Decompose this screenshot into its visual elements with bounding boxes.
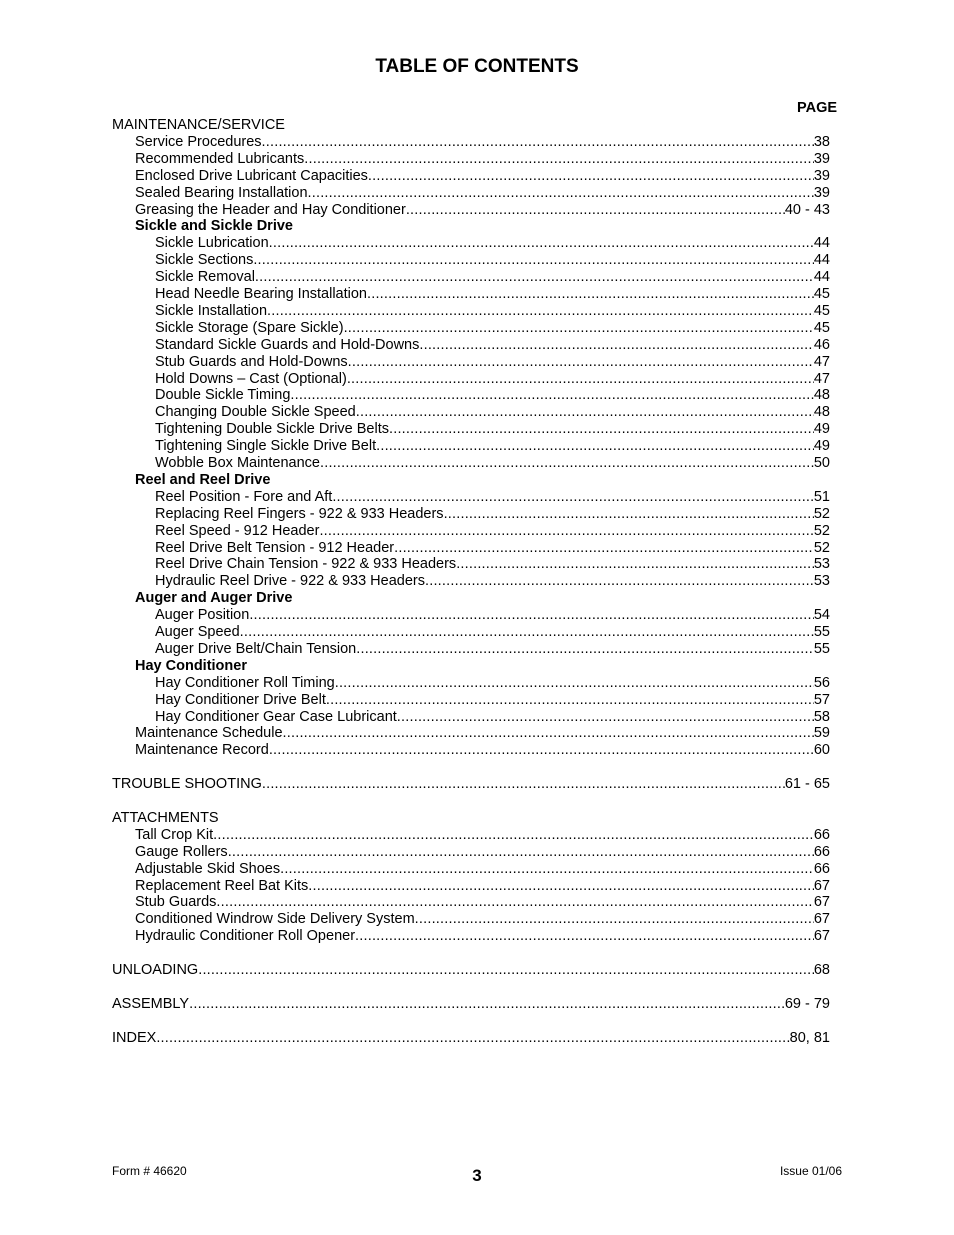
toc-entry-label: Enclosed Drive Lubricant Capacities — [135, 167, 368, 184]
toc-entry-page: 69 - 79 — [784, 995, 830, 1012]
page-column-header: PAGE — [797, 100, 838, 116]
toc-entry-page: 46 — [813, 336, 830, 353]
toc-entry-label: Stub Guards and Hold-Downs — [155, 353, 348, 370]
toc-spacer — [112, 979, 830, 996]
toc-leader-dots — [189, 996, 785, 1013]
toc-leader-dots — [267, 303, 814, 320]
toc-leader-dots — [389, 421, 814, 438]
toc-entry-label: Maintenance Record — [135, 742, 269, 759]
toc-entry — [135, 725, 830, 742]
toc-leader-dots — [269, 742, 814, 759]
toc-entry — [155, 371, 830, 388]
toc-entry-page: 40 - 43 — [784, 201, 830, 218]
toc-leader-dots — [249, 607, 814, 624]
toc-section-heading — [135, 658, 830, 675]
toc-leader-dots — [308, 878, 814, 895]
toc-entry-label: Conditioned Windrow Side Delivery System — [135, 911, 415, 928]
toc-leader-dots — [156, 1030, 789, 1047]
toc-entry-label: Replacing Reel Fingers - 922 & 933 Headers — [155, 505, 444, 522]
toc-entry-label: Replacement Reel Bat Kits — [135, 877, 309, 894]
toc-section-heading — [112, 117, 830, 134]
toc-entry — [155, 269, 830, 286]
toc-leader-dots — [198, 962, 814, 979]
toc-entry — [135, 151, 830, 168]
toc-leader-dots — [304, 151, 814, 168]
toc-entry — [155, 506, 830, 523]
toc-entry — [155, 303, 830, 320]
toc-entry — [155, 320, 830, 337]
toc-entry-label: Hay Conditioner Gear Case Lubricant — [155, 708, 397, 725]
toc-entry-page: 67 — [813, 877, 830, 894]
page-number: 3 — [472, 1166, 482, 1185]
toc-leader-dots — [425, 573, 814, 590]
toc-entry-label: Tall Crop Kit — [135, 826, 214, 843]
toc-entry-page: 66 — [813, 860, 830, 877]
toc-entry-label: Adjustable Skid Shoes — [135, 860, 281, 877]
toc-leader-dots — [255, 269, 814, 286]
toc-entry — [155, 438, 830, 455]
toc-entry-label: Hay Conditioner Roll Timing — [155, 674, 335, 691]
toc-spacer — [112, 759, 830, 776]
toc-entry-label: Reel Position - Fore and Aft — [155, 488, 333, 505]
toc-entry-label: Hay Conditioner — [135, 657, 247, 674]
toc-entry-page: 47 — [813, 353, 830, 370]
toc-entry — [112, 962, 830, 979]
toc-entry-page: 57 — [813, 691, 830, 708]
toc-entry — [155, 675, 830, 692]
toc-entry-label: Sickle Sections — [155, 252, 254, 269]
toc-entry-page: 53 — [813, 573, 830, 590]
toc-entry — [155, 641, 830, 658]
toc-entry-label: Gauge Rollers — [135, 843, 228, 860]
toc-leader-dots — [213, 827, 814, 844]
toc-entry-page: 52 — [813, 505, 830, 522]
toc-entry-label: Maintenance Schedule — [135, 725, 283, 742]
toc-entry-page: 45 — [813, 286, 830, 302]
toc-entry — [155, 421, 830, 438]
toc-entry — [112, 776, 830, 793]
toc-entry-page: 38 — [813, 133, 830, 150]
toc-leader-dots — [332, 489, 814, 506]
toc-entry-page: 45 — [813, 319, 830, 336]
toc-leader-dots — [394, 540, 814, 557]
toc-entry-label: Sickle Lubrication — [155, 235, 269, 252]
page-title: TABLE OF CONTENTS — [375, 56, 579, 77]
toc-entry-label: Wobble Box Maintenance — [155, 455, 320, 471]
toc-entry — [155, 489, 830, 506]
toc-entry-label: Hold Downs – Cast (Optional) — [155, 370, 347, 387]
toc-entry — [112, 996, 830, 1013]
toc-entry — [155, 354, 830, 371]
toc-leader-dots — [419, 337, 814, 354]
toc-entry — [155, 455, 830, 472]
toc-entry-page: 53 — [813, 556, 830, 573]
toc-leader-dots — [216, 894, 813, 911]
toc-leader-dots — [356, 404, 814, 421]
toc-section-heading — [135, 590, 830, 607]
toc-entry-page: 44 — [813, 269, 830, 286]
toc-leader-dots — [415, 911, 814, 928]
toc-leader-dots — [290, 387, 813, 404]
toc-leader-dots — [456, 556, 814, 573]
toc-entry-page: 67 — [813, 928, 830, 945]
toc-entry-label: Changing Double Sickle Speed — [155, 404, 356, 421]
toc-leader-dots — [280, 861, 814, 878]
toc-entry — [135, 894, 830, 911]
toc-entry-label: Recommended Lubricants — [135, 150, 305, 167]
toc-entry — [135, 168, 830, 185]
toc-leader-dots — [319, 523, 813, 540]
toc-entry-label: Hay Conditioner Drive Belt — [155, 691, 326, 708]
toc-leader-dots — [348, 354, 814, 371]
toc-entry — [155, 252, 830, 269]
toc-leader-dots — [368, 168, 814, 185]
toc-entry — [155, 624, 830, 641]
toc-entry-page: 66 — [813, 843, 830, 860]
toc-entry — [155, 337, 830, 354]
toc-entry-label: MAINTENANCE/SERVICE — [112, 117, 285, 133]
toc-entry-label: UNLOADING — [112, 962, 199, 978]
toc-entry-page: 50 — [813, 455, 830, 471]
toc-section-heading — [135, 472, 830, 489]
toc-entry — [135, 844, 830, 861]
toc-leader-dots — [355, 928, 814, 945]
toc-entry-page: 67 — [813, 894, 830, 911]
toc-entry-page: 60 — [813, 742, 830, 759]
toc-entry-page: 59 — [813, 725, 830, 742]
toc-entry — [135, 185, 830, 202]
toc-entry — [135, 202, 830, 219]
toc-entry — [112, 1030, 830, 1047]
toc-leader-dots — [356, 641, 814, 658]
toc-entry-page: 55 — [813, 640, 830, 657]
toc-entry-page: 56 — [813, 674, 830, 691]
toc-entry — [155, 556, 830, 573]
toc-entry-label: Sickle Storage (Spare Sickle) — [155, 319, 344, 336]
toc-entry — [155, 404, 830, 421]
toc-leader-dots — [444, 506, 814, 523]
toc-entry-page: 44 — [813, 235, 830, 252]
toc-entry-label: Sickle Removal — [155, 269, 255, 286]
toc-entry-page: 45 — [813, 302, 830, 319]
toc-entry — [155, 540, 830, 557]
toc-entry-label: Tightening Single Sickle Drive Belt — [155, 438, 377, 455]
toc-entry-page: 49 — [813, 421, 830, 438]
toc-leader-dots — [262, 134, 814, 151]
toc-leader-dots — [347, 371, 814, 388]
toc-entry-label: Tightening Double Sickle Drive Belts — [155, 421, 389, 438]
toc-entry — [155, 573, 830, 590]
toc-entry — [135, 861, 830, 878]
toc-entry-label: ATTACHMENTS — [112, 809, 219, 826]
toc-entry — [155, 709, 830, 726]
toc-entry-label: TROUBLE SHOOTING — [112, 776, 262, 793]
toc-entry-page: 58 — [813, 708, 830, 725]
toc-entry-label: Auger Speed — [155, 624, 240, 640]
toc-leader-dots — [397, 709, 814, 726]
toc-entry-label: Hydraulic Conditioner Roll Opener — [135, 928, 356, 945]
toc-leader-dots — [326, 692, 814, 709]
toc-entry — [155, 607, 830, 624]
form-number: Form # 46620 — [112, 1164, 187, 1178]
toc-leader-dots — [367, 286, 814, 303]
toc-section-heading — [112, 810, 830, 827]
toc-entry-label: ASSEMBLY — [112, 995, 190, 1012]
toc-entry-page: 55 — [813, 624, 830, 640]
toc-spacer — [112, 1013, 830, 1030]
toc-entry-page: 51 — [813, 488, 830, 505]
toc-entry — [135, 911, 830, 928]
toc-entry-label: Head Needle Bearing Installation — [155, 286, 367, 302]
toc-leader-dots — [228, 844, 814, 861]
toc-entry-page: 67 — [813, 911, 830, 928]
toc-entry-label: Sickle and Sickle Drive — [135, 218, 293, 235]
toc-entry-page: 44 — [813, 252, 830, 269]
toc-entry-page: 66 — [813, 826, 830, 843]
toc-entry — [135, 878, 830, 895]
toc-entry-page: 61 - 65 — [784, 776, 830, 793]
toc-entry-label: Sealed Bearing Installation — [135, 184, 308, 201]
toc-entry-page: 39 — [813, 167, 830, 184]
toc-entry-label: Reel and Reel Drive — [135, 471, 271, 488]
toc-entry-label: Greasing the Header and Hay Conditioner — [135, 201, 406, 218]
toc-entry-label: Stub Guards — [135, 894, 217, 911]
toc-spacer — [112, 945, 830, 962]
toc-entry-label: Auger and Auger Drive — [135, 590, 293, 607]
toc-entry-label: Standard Sickle Guards and Hold-Downs — [155, 336, 420, 353]
toc-entry-label: INDEX — [112, 1029, 157, 1046]
toc-entry — [135, 134, 830, 151]
toc-entry-page: 39 — [813, 150, 830, 167]
toc-entry-page: 52 — [813, 522, 830, 539]
toc-leader-dots — [320, 455, 814, 472]
toc-entry-label: Sickle Installation — [155, 302, 268, 319]
toc-entry — [155, 523, 830, 540]
toc-entry-label: Reel Speed - 912 Header — [155, 522, 320, 539]
toc-entry-page: 47 — [813, 370, 830, 387]
toc-entry — [155, 235, 830, 252]
toc-entry-page: 54 — [813, 607, 830, 624]
toc-entry-label: Auger Drive Belt/Chain Tension — [155, 640, 357, 657]
toc-leader-dots — [335, 675, 814, 692]
toc-entry — [155, 692, 830, 709]
toc-leader-dots — [269, 235, 814, 252]
toc-entry — [155, 286, 830, 303]
toc-entry-label: Reel Drive Belt Tension - 912 Header — [155, 539, 395, 556]
toc-leader-dots — [376, 438, 814, 455]
toc-entry-label: Service Procedures — [135, 133, 262, 150]
toc-entry-page: 80, 81 — [789, 1029, 830, 1046]
toc-leader-dots — [240, 624, 814, 641]
toc-leader-dots — [283, 725, 814, 742]
toc-entry — [135, 742, 830, 759]
toc-entry-page: 48 — [813, 404, 830, 421]
toc-entry-label: Reel Drive Chain Tension - 922 & 933 Headers — [155, 556, 457, 573]
toc-entry-label: Hydraulic Reel Drive - 922 & 933 Headers — [155, 573, 425, 590]
toc-entry-label: Auger Position — [155, 607, 250, 624]
toc-section-heading — [135, 218, 830, 235]
toc-entry — [155, 387, 830, 404]
toc-entry-page: 39 — [813, 184, 830, 201]
toc-entry-page: 68 — [813, 962, 830, 978]
toc-entry-page: 48 — [813, 387, 830, 404]
toc-entry-label: Double Sickle Timing — [155, 387, 291, 404]
toc-spacer — [112, 793, 830, 810]
toc-leader-dots — [253, 252, 814, 269]
toc-entry — [135, 928, 830, 945]
toc-entry — [135, 827, 830, 844]
toc-leader-dots — [406, 202, 785, 219]
toc-leader-dots — [344, 320, 814, 337]
toc-entry-page: 49 — [813, 438, 830, 455]
toc-entry-page: 52 — [813, 539, 830, 556]
issue-date: Issue 01/06 — [779, 1164, 842, 1178]
toc-leader-dots — [308, 185, 814, 202]
toc-leader-dots — [262, 776, 785, 793]
